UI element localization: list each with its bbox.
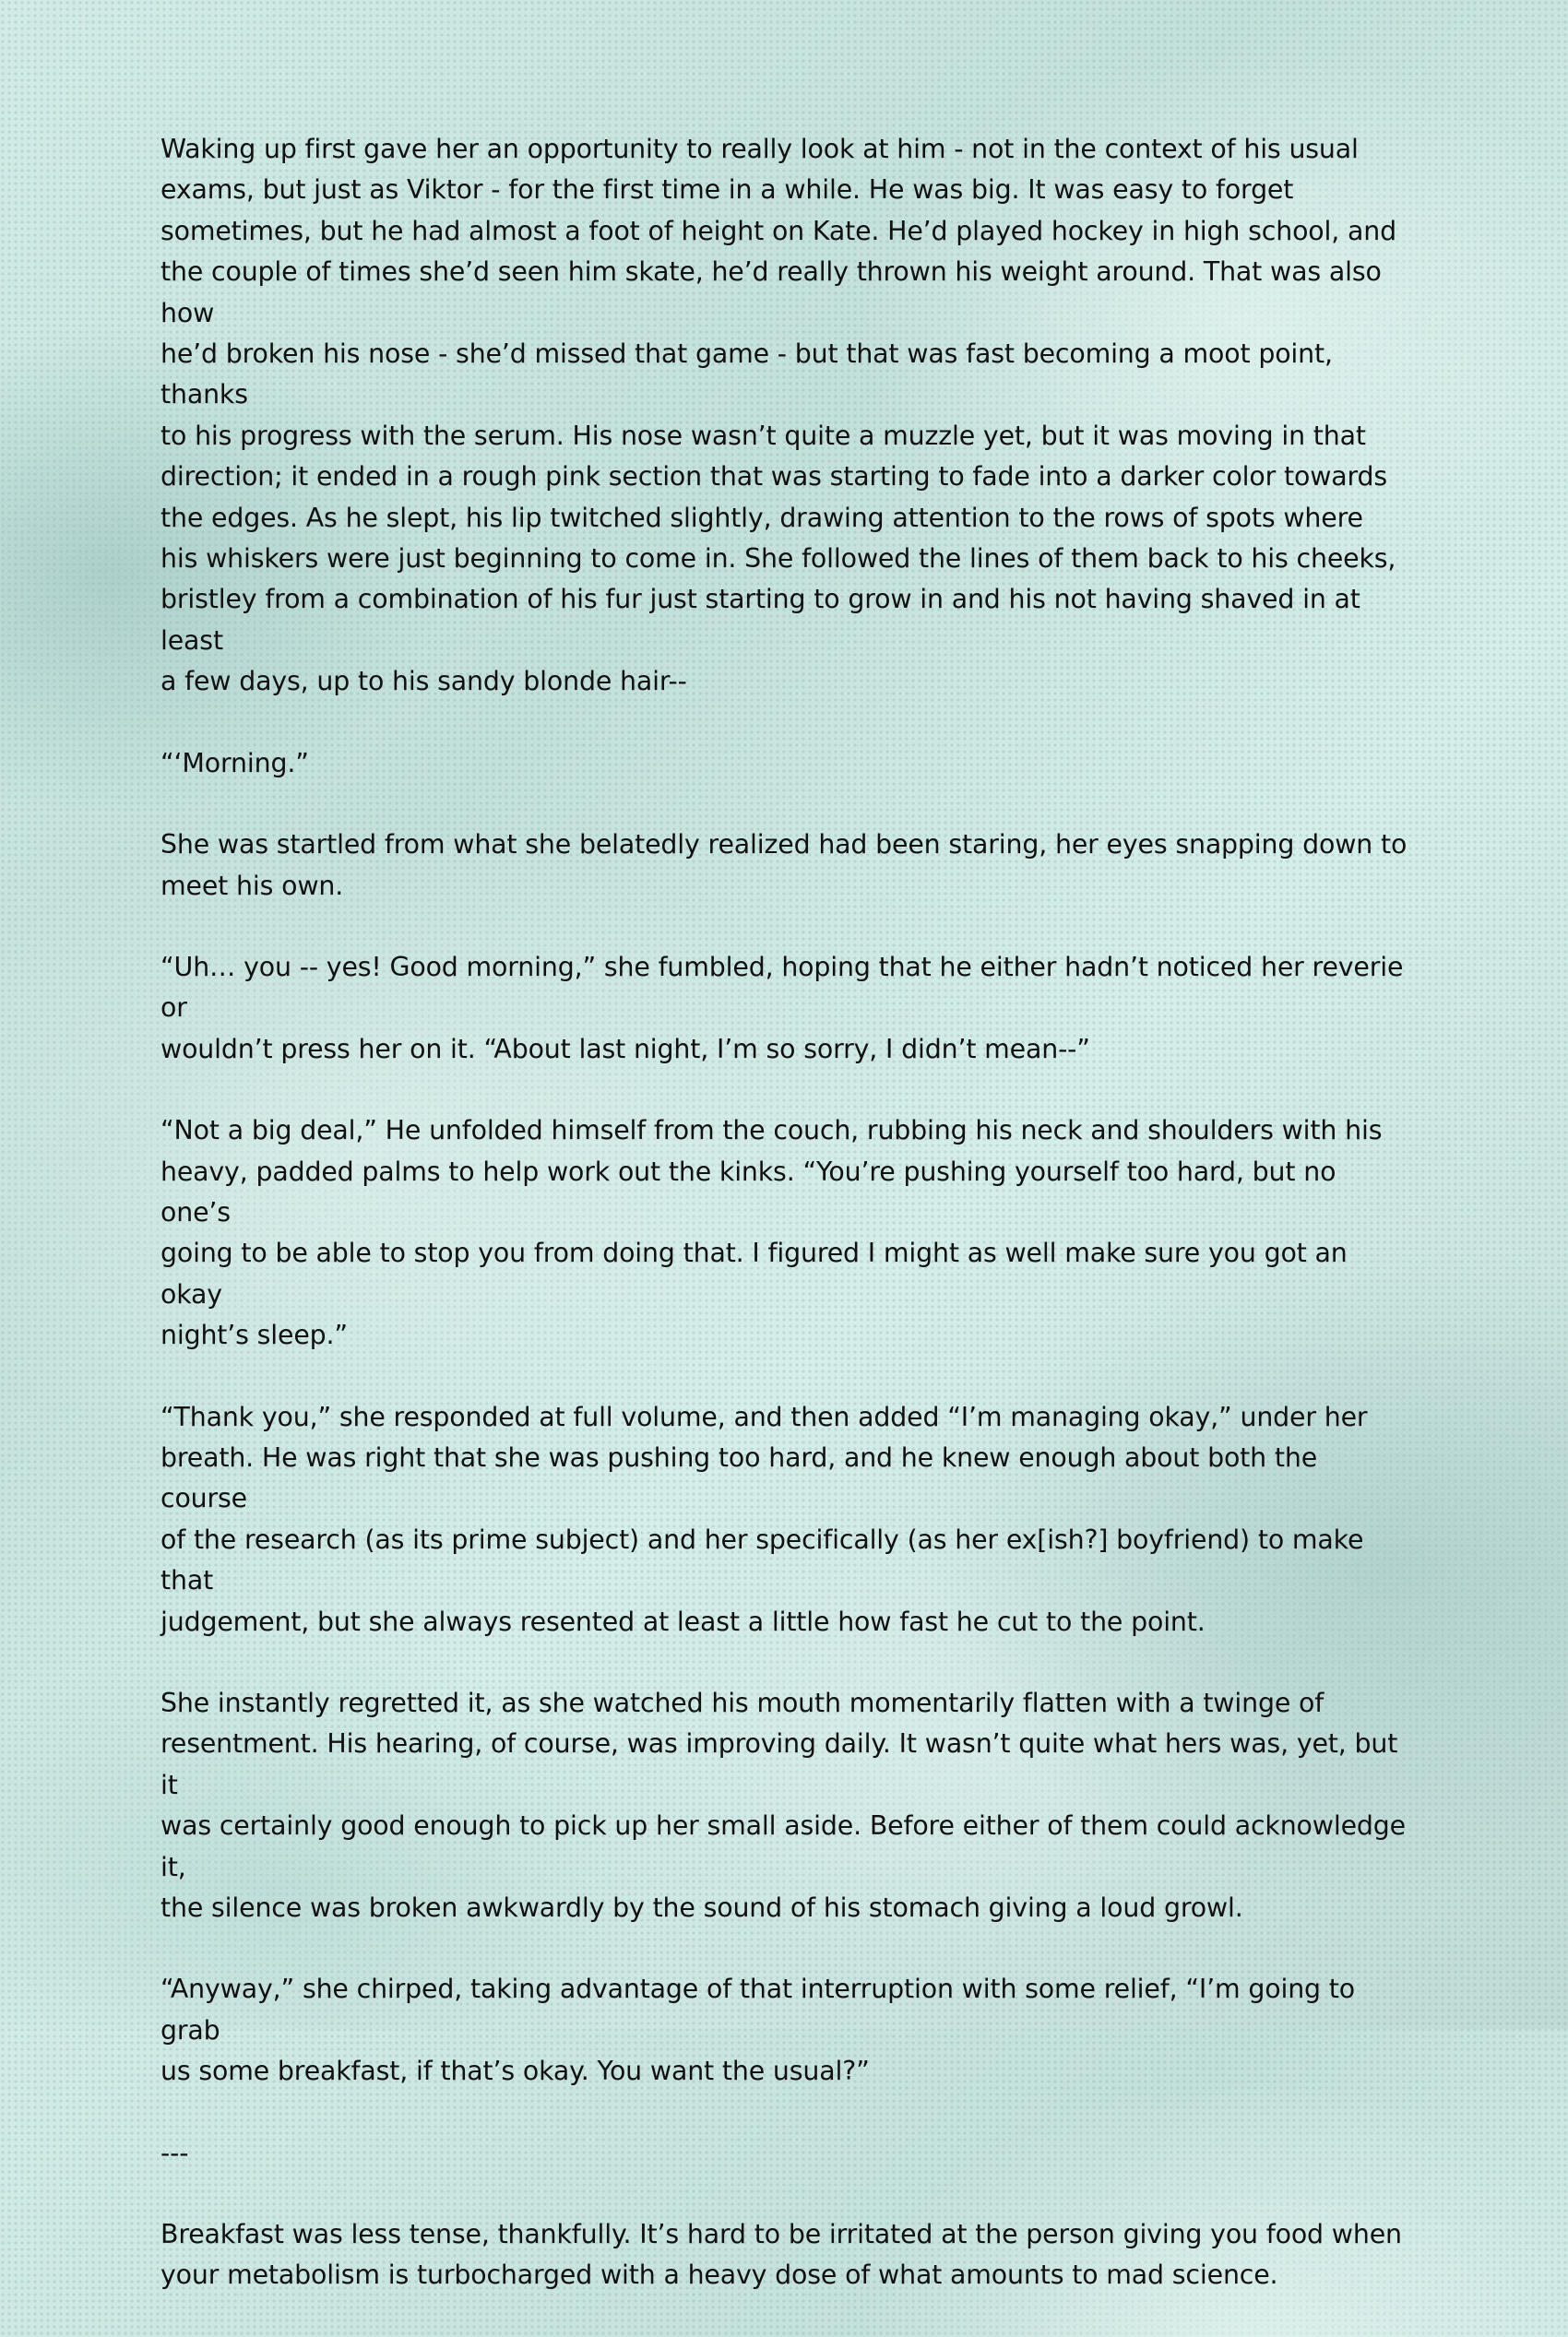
paragraph-startled: She was startled from what she belatedly realized had been staring, her eyes snapping down to meet his own. (160, 829, 1408, 901)
paragraph-morning-greeting: “‘Morning.” (160, 747, 309, 778)
scene-break: --- (160, 2137, 189, 2168)
paragraph-not-a-big-deal: “Not a big deal,” He unfolded himself from the couch, rubbing his neck and shoulders with his heavy, padded palms to help work out the kinks. “You’re pushing yourself too hard, but no one’s going to be able to stop you from doing that. I figured I might as well make sure you got an okay night’s sleep.” (160, 1115, 1383, 1351)
paragraph-apology: “Uh… you -- yes! Good morning,” she fumbled, hoping that he either hadn’t noticed her reverie or wouldn’t press her on it. “About last night, I’m so sorry, I didn’t mean--” (160, 951, 1404, 1064)
paragraph-breakfast-offer: “Anyway,” she chirped, taking advantage of that interruption with some relief, “I’m going to grab us some breakfast, if that’s okay. You want the usual?” (160, 1974, 1355, 2087)
document-body (160, 129, 1411, 2337)
paragraph-thank-you: “Thank you,” she responded at full volume, and then added “I’m managing okay,” under her breath. He was right that she was pushing too hard, and he knew enough about both the course of the research (as its prime subject) and her specifically (as her ex[ish?] boyfriend) to make that judgement, but she always resented at least a little how fast he cut to the point. (160, 1401, 1368, 1637)
paragraph-waking-up: Waking up first gave her an opportunity to really look at him - not in the context of his usual exams, but just as Viktor - for the first time in a while. He was big. It was easy to forget sometimes, but he had almost a foot of height on Kate. He’d played hockey in high school, and the couple of times she’d seen him skate, he’d really thrown his weight around. That was also how he’d broken his nose - she’d missed that game - but that was fast becoming a moot point, thanks to his progress with the serum. His nose wasn’t quite a muzzle yet, but it was moving in that direction; it ended in a rough pink section that was starting to fade into a darker color towards the edges. As he slept, his lip twitched slightly, drawing attention to the rows of spots where his whiskers were just beginning to come in. She followed the lines of them back to his cheeks, bristley from a combination of his fur just starting to grow in and his not having shaved in at least a few days, up to his sandy blonde hair-- (160, 134, 1396, 697)
paragraph-breakfast: Breakfast was less tense, thankfully. It’s hard to be irritated at the person giving you food when your metabolism is turbocharged with a heavy dose of what amounts to mad science. (160, 2219, 1402, 2291)
paragraph-regret: She instantly regretted it, as she watched his mouth momentarily flatten with a twinge of resentment. His hearing, of course, was improving daily. It wasn’t quite what hers was, yet, but it was certainly good enough to pick up her small aside. Before either of them could acknowledge it, the silence was broken awkwardly by the sound of his stomach giving a loud growl. (160, 1688, 1406, 1924)
